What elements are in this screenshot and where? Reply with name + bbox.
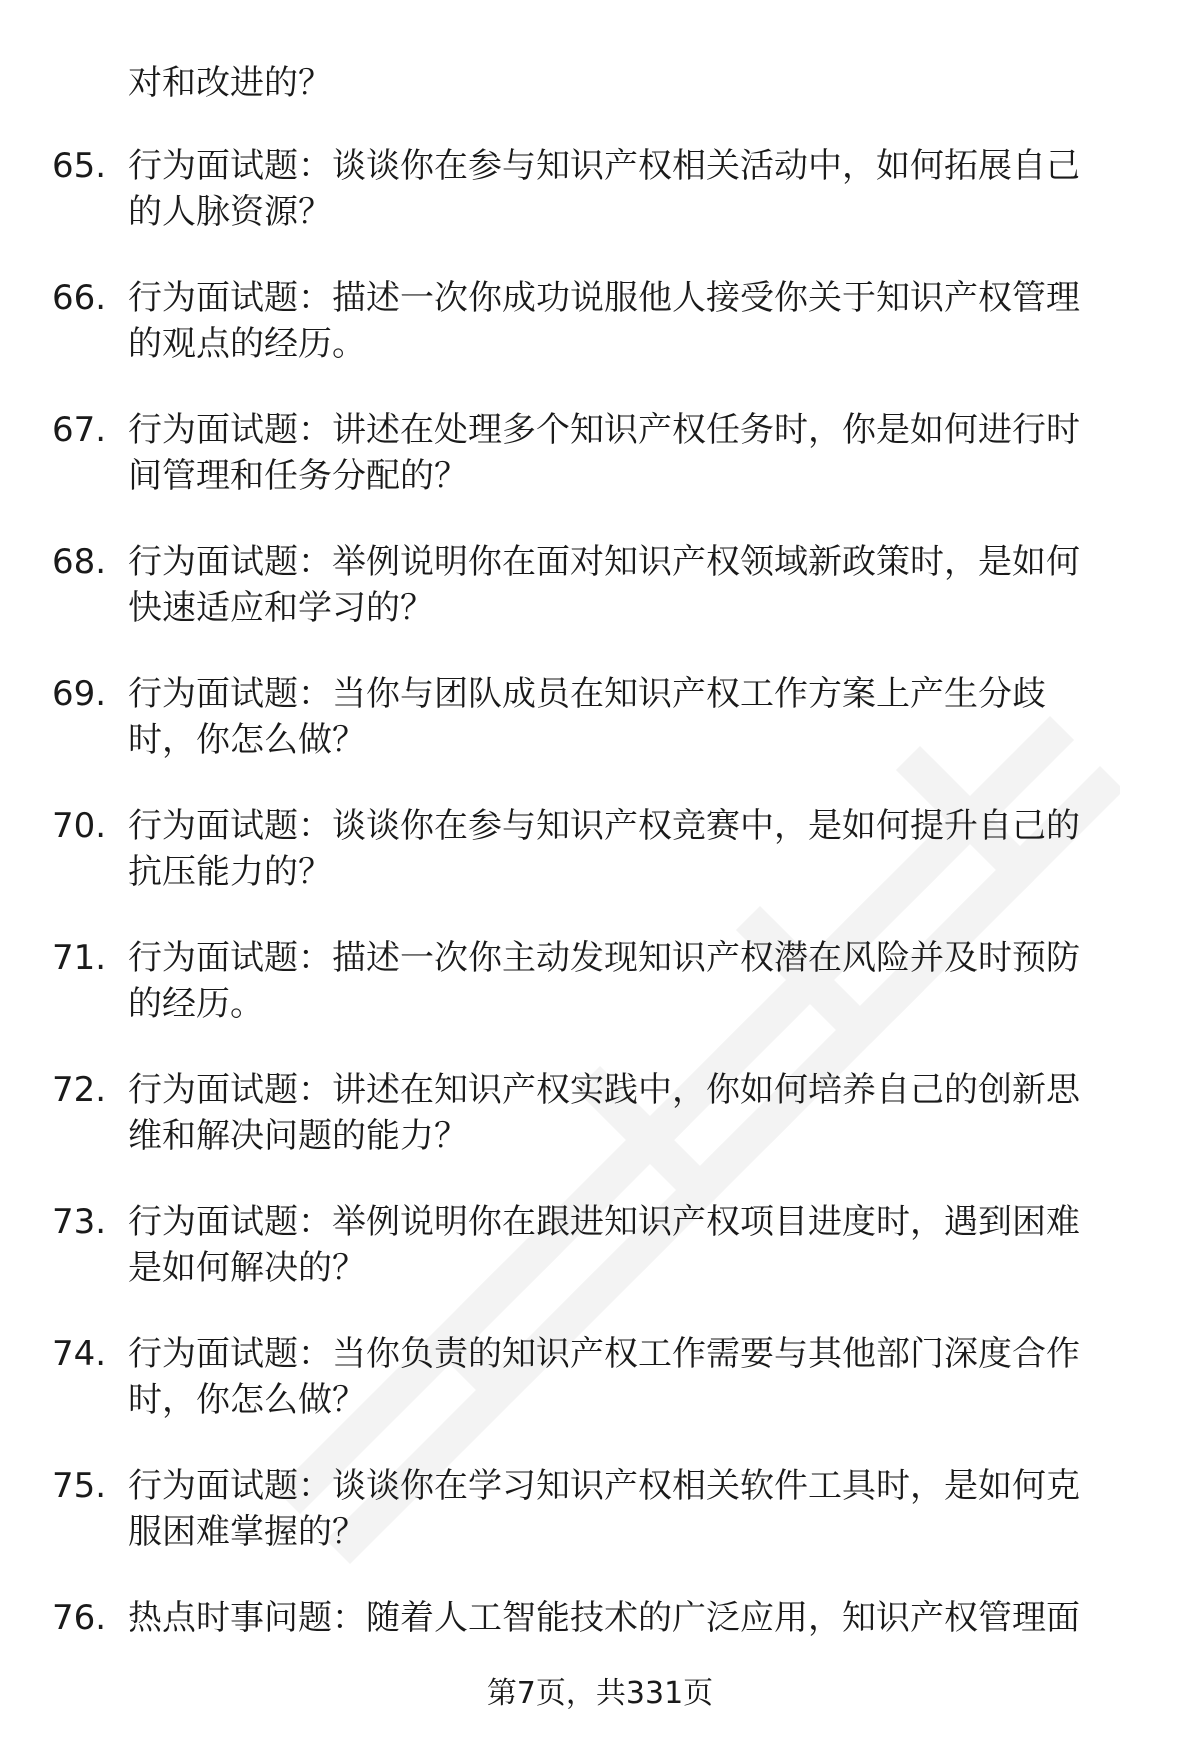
page-footer: 第7页，共331页	[486, 1676, 714, 1711]
question-text: 行为面试题：当你负责的知识产权工作需要与其他部门深度合作 时，你怎么做？	[128, 1334, 1080, 1420]
question-text: 行为面试题：谈谈你在学习知识产权相关软件工具时，是如何克 服困难掌握的？	[128, 1466, 1080, 1552]
question-number: 65.	[52, 146, 107, 186]
list-item	[52, 539, 1152, 671]
list-item	[52, 143, 1152, 275]
question-number: 74.	[52, 1334, 107, 1374]
list-item	[52, 1331, 1152, 1463]
question-number: 75.	[52, 1466, 107, 1506]
question-number: 66.	[52, 278, 107, 318]
question-number: 71.	[52, 938, 107, 978]
question-text: 行为面试题：描述一次你成功说服他人接受你关于知识产权管理 的观点的经历。	[128, 278, 1080, 364]
question-text: 行为面试题：讲述在知识产权实践中，你如何培养自己的创新思 维和解决问题的能力？	[128, 1070, 1080, 1156]
question-text: 行为面试题：谈谈你在参与知识产权竞赛中，是如何提升自己的 抗压能力的？	[128, 806, 1080, 892]
question-number: 67.	[52, 410, 107, 450]
question-text: 行为面试题：描述一次你主动发现知识产权潜在风险并及时预防 的经历。	[128, 938, 1080, 1024]
question-number: 72.	[52, 1070, 107, 1110]
list-item	[52, 1463, 1152, 1595]
question-number: 68.	[52, 542, 107, 582]
list-item	[52, 1067, 1152, 1199]
list-item	[52, 671, 1152, 803]
question-list	[52, 143, 1152, 1727]
question-number: 76.	[52, 1598, 107, 1638]
list-item	[52, 935, 1152, 1067]
list-item	[52, 275, 1152, 407]
question-text: 行为面试题：当你与团队成员在知识产权工作方案上产生分歧 时，你怎么做？	[128, 674, 1046, 760]
list-item	[52, 407, 1152, 539]
question-text: 行为面试题：谈谈你在参与知识产权相关活动中，如何拓展自己 的人脉资源？	[128, 146, 1080, 232]
question-text: 热点时事问题：随着人工智能技术的广泛应用，知识产权管理面	[128, 1598, 1080, 1638]
question-text: 行为面试题：举例说明你在跟进知识产权项目进度时，遇到困难 是如何解决的？	[128, 1202, 1080, 1288]
list-item	[52, 803, 1152, 935]
question-number: 69.	[52, 674, 107, 714]
question-text: 行为面试题：讲述在处理多个知识产权任务时，你是如何进行时 间管理和任务分配的？	[128, 410, 1080, 496]
list-item	[52, 1199, 1152, 1331]
question-text: 行为面试题：举例说明你在面对知识产权领域新政策时，是如何 快速适应和学习的？	[128, 542, 1080, 628]
question-number: 70.	[52, 806, 107, 846]
continuation-text: 对和改进的？	[128, 63, 332, 103]
question-number: 73.	[52, 1202, 107, 1242]
